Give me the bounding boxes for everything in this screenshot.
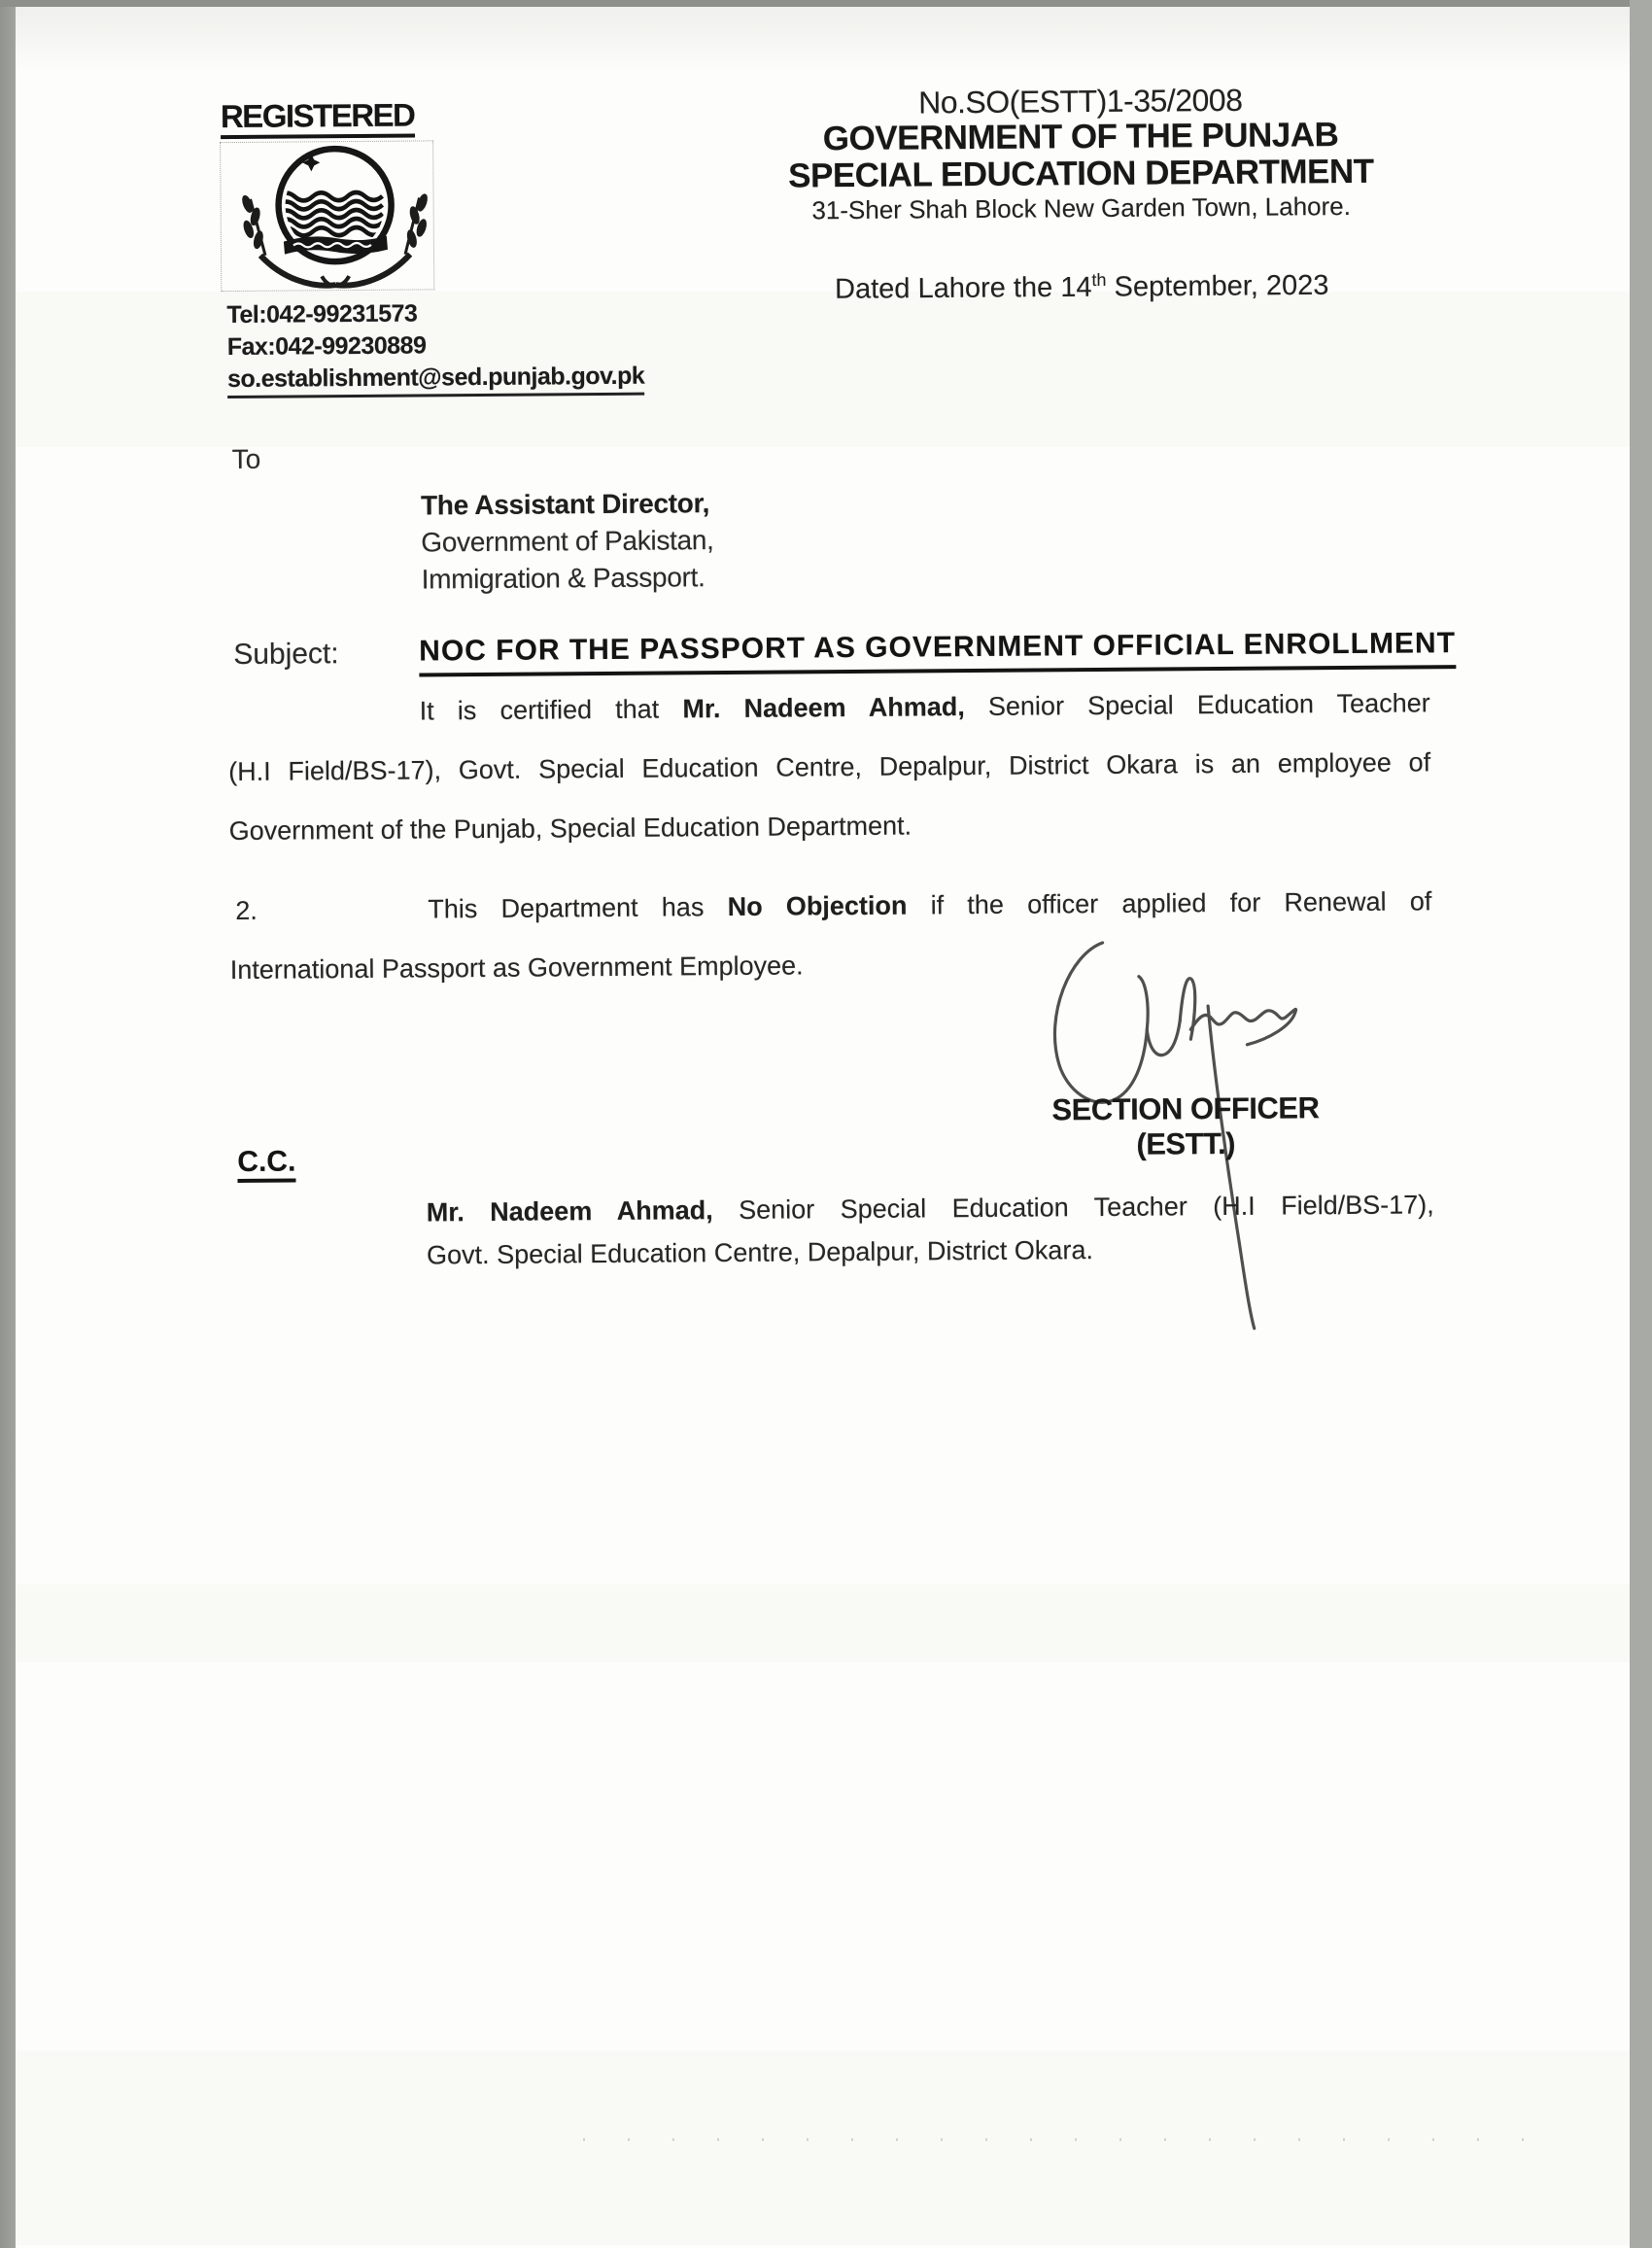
para2-line1-pre: This Department has xyxy=(428,892,728,924)
department-address: 31-Sher Shah Block New Garden Town, Lahore. xyxy=(811,190,1352,225)
subject-title: NOC FOR THE PASSPORT AS GOVERNMENT OFFICIAL ENROLLMENT xyxy=(419,627,1456,676)
government-title: GOVERNMENT OF THE PUNJAB xyxy=(822,116,1339,158)
subject-label: Subject: xyxy=(233,638,339,672)
email-line xyxy=(227,363,644,398)
recipient-name: The Assistant Director, xyxy=(420,488,710,521)
no-objection-phrase: No Objection xyxy=(727,890,908,922)
date-post: September, 2023 xyxy=(1106,269,1329,303)
registered-stamp: REGISTERED xyxy=(221,98,415,140)
tel-line: Tel:042-99231573 xyxy=(226,299,418,329)
cc-line2: Govt. Special Education Centre, Depalpur, District Okara. xyxy=(426,1235,1094,1270)
recipient-line2: Government of Pakistan, xyxy=(421,525,714,558)
para1-line1-post: Senior Special Education Teacher xyxy=(964,688,1430,722)
signatory-title: SECTION OFFICER (ESTT.) xyxy=(1051,1090,1320,1161)
fax-line: Fax:042-99230889 xyxy=(226,331,427,362)
letterhead-right xyxy=(760,82,1403,307)
scan-edge-top xyxy=(0,0,1652,7)
reference-number: No.SO(ESTT)1-35/2008 xyxy=(918,82,1243,121)
cc-block xyxy=(427,1183,1435,1276)
date-ordinal: th xyxy=(1091,269,1107,291)
para2-line1-post: if the officer applied for Renewal of xyxy=(907,886,1432,920)
date-pre: Dated Lahore the 14 xyxy=(834,271,1092,305)
email-text: so.establishment@sed.punjab.gov.pk xyxy=(227,363,644,398)
cc-line1-post: Senior Special Education Teacher (H.I Field/BS-17), xyxy=(712,1190,1434,1226)
cc-label: C.C. xyxy=(237,1146,295,1183)
recipient-block xyxy=(421,485,714,598)
para1-line1 xyxy=(227,674,1429,743)
punjab-government-crest-icon xyxy=(221,141,433,291)
date-line xyxy=(761,268,1402,307)
para1-line1-pre: It is certified that xyxy=(419,694,683,726)
scan-edge-right xyxy=(1630,0,1652,2248)
para1-line3: Government of the Punjab, Special Education Department. xyxy=(228,811,912,847)
department-title: SPECIAL EDUCATION DEPARTMENT xyxy=(788,152,1374,195)
paragraph-number: 2. xyxy=(235,895,258,926)
para1-line2: (H.I Field/BS-17), Govt. Special Education Centre, Depalpur, District Okara is an employee of xyxy=(228,747,1431,787)
body-paragraph-1 xyxy=(227,674,1430,861)
employee-name: Mr. Nadeem Ahmad, xyxy=(682,692,965,724)
cc-employee-name: Mr. Nadeem Ahmad, xyxy=(426,1195,713,1228)
salutation-to: To xyxy=(231,443,261,475)
cc-line1 xyxy=(427,1183,1434,1233)
para2-line2: International Passport as Government Employee. xyxy=(229,951,804,986)
recipient-line3: Immigration & Passport. xyxy=(421,562,706,595)
scan-edge-left xyxy=(0,0,16,2248)
crest-dotted-frame xyxy=(220,140,434,292)
